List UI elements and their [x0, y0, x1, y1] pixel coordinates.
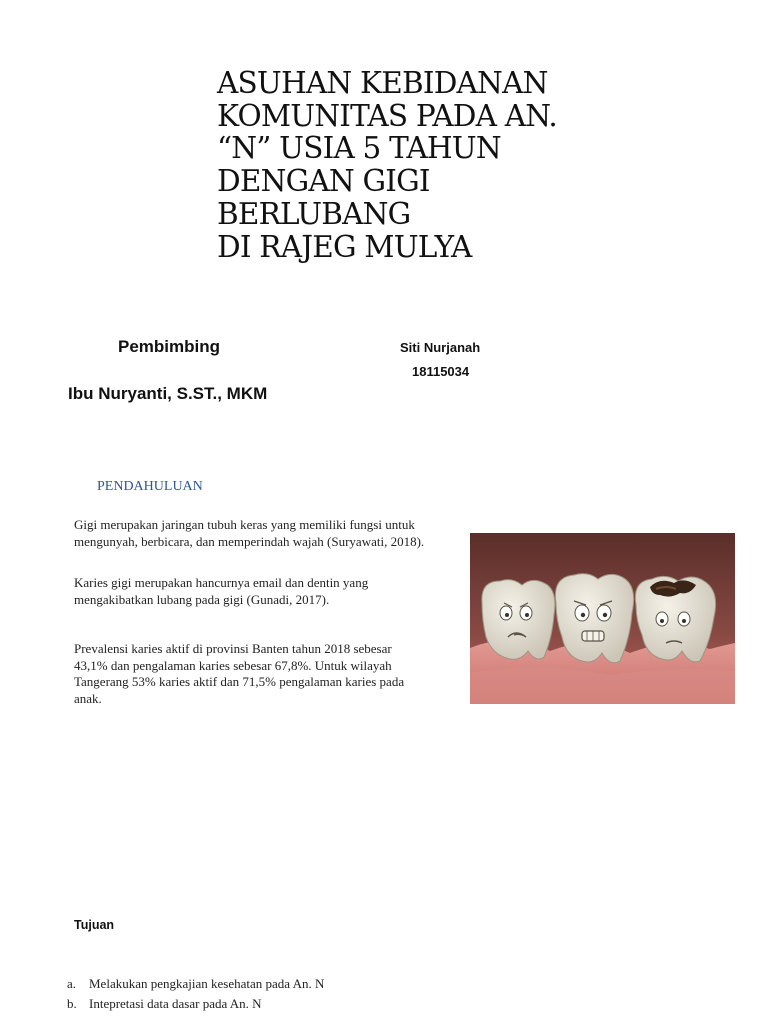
- tooth-cavity-icon: [635, 576, 715, 661]
- title-line: DI RAJEG MULYA: [217, 229, 472, 264]
- list-item: [67, 975, 324, 993]
- document-title: [217, 67, 637, 263]
- title-line: KOMUNITAS PADA AN.: [217, 98, 557, 133]
- intro-heading: PENDAHULUAN: [97, 479, 203, 494]
- objectives-list: [67, 975, 324, 1015]
- intro-paragraph: Karies gigi merupakan hancurnya email dan dentin yang mengakibatkan lubang pada gigi (Gunadi, 2017).: [74, 575, 369, 607]
- title-line: ASUHAN KEBIDANAN: [217, 66, 548, 100]
- list-item-text: Melakukan pengkajian kesehatan pada An. N: [89, 976, 325, 991]
- student-name: Siti Nurjanah: [400, 340, 481, 355]
- list-item: [67, 995, 324, 1013]
- title-line: “N” USIA 5 TAHUN: [217, 131, 501, 166]
- list-marker: b.: [67, 996, 77, 1011]
- intro-paragraph: Prevalensi karies aktif di provinsi Banten tahun 2018 sebesar 43,1% dan pengalaman karies sebesar 67,8%. Untuk wilayah Tangerang 53% karies aktif dan 71,5% pengalaman karies pada anak.: [74, 641, 405, 706]
- objectives-heading: Tujuan: [74, 918, 115, 932]
- list-marker: a.: [67, 976, 77, 991]
- tooth-middle-icon: [555, 574, 633, 663]
- supervisor-name: Ibu Nuryanti, S.ST., MKM: [68, 384, 268, 403]
- supervisor-heading: Pembimbing: [118, 337, 221, 356]
- list-item-text: Intepretasi data dasar pada An. N: [89, 996, 262, 1011]
- intro-paragraph: Gigi merupakan jaringan tubuh keras yang memiliki fungsi untuk mengunyah, berbicara, dan memperindah wajah (Suryawati, 2018).: [74, 517, 425, 549]
- tooth-left-icon: [482, 580, 555, 660]
- title-line: BERLUBANG: [217, 196, 411, 231]
- title-line: DENGAN GIGI: [217, 164, 430, 199]
- student-id: 18115034: [412, 364, 470, 379]
- teeth-cavity-illustration: [470, 533, 735, 704]
